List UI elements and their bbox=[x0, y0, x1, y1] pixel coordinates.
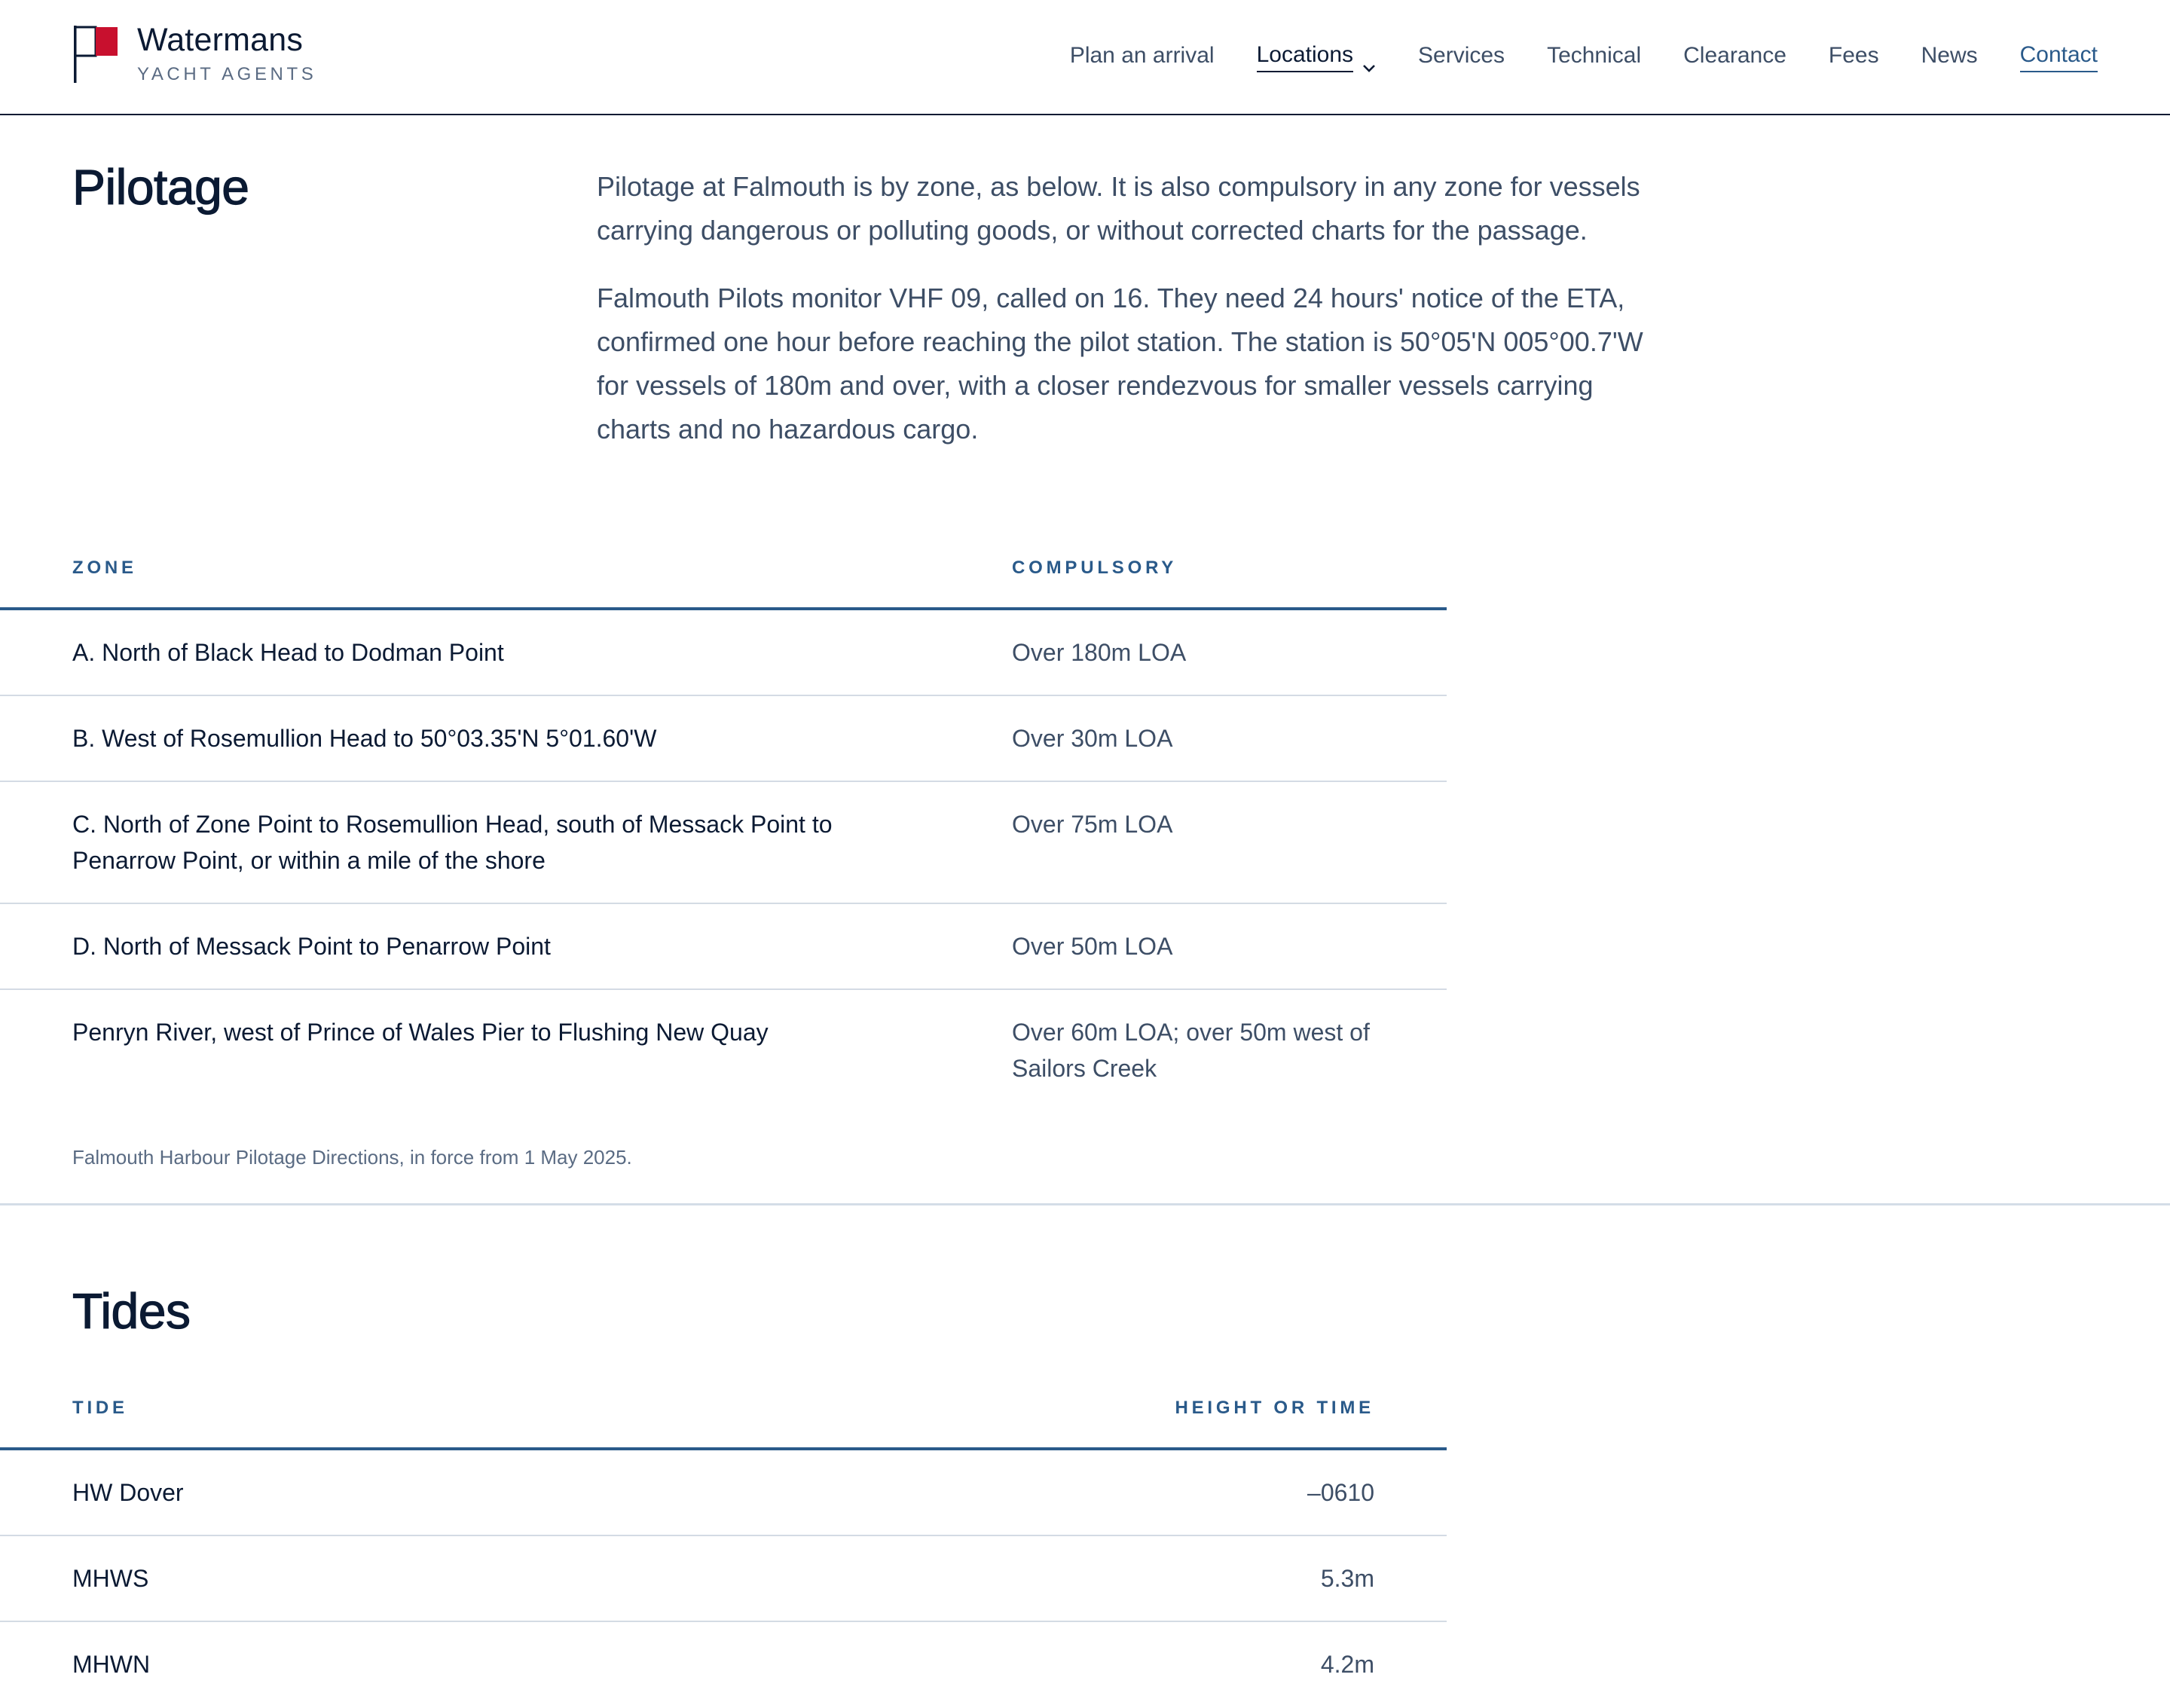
nav-label: Clearance bbox=[1683, 43, 1786, 68]
column-header-compulsory: COMPULSORY bbox=[1012, 558, 1178, 578]
brand-logo-link[interactable] bbox=[72, 23, 316, 90]
compulsory-cell: Over 180m LOA bbox=[1012, 639, 1187, 666]
nav-locations-dropdown[interactable] bbox=[1257, 40, 1376, 72]
nav-label: Technical bbox=[1547, 43, 1642, 68]
zone-cell: B. West of Rosemullion Head to 50°03.35'N 5°01.60'W bbox=[72, 725, 657, 752]
nav-clearance[interactable] bbox=[1683, 41, 1786, 71]
brand-subtitle: YACHT AGENTS bbox=[137, 64, 317, 84]
nav-label: Plan an arrival bbox=[1069, 43, 1215, 68]
table-row bbox=[0, 782, 1447, 904]
zone-cell: C. North of Zone Point to Rosemullion Head, south of Messack Point to Penarrow Point, or within a mile of the shore bbox=[72, 811, 833, 874]
table-row bbox=[0, 990, 1447, 1103]
compulsory-cell: Over 50m LOA bbox=[1012, 933, 1173, 960]
table-row bbox=[0, 1536, 1447, 1622]
section-divider bbox=[0, 1203, 2170, 1205]
compulsory-cell: Over 75m LOA bbox=[1012, 811, 1173, 838]
nav-plan-an-arrival[interactable] bbox=[1070, 41, 1215, 71]
nav-label: Services bbox=[1418, 43, 1505, 68]
zone-cell: D. North of Messack Point to Penarrow Point bbox=[72, 933, 551, 960]
tide-cell: MHWS bbox=[72, 1565, 149, 1592]
table-header-row bbox=[0, 1398, 1447, 1450]
column-header-tide: TIDE bbox=[72, 1398, 128, 1418]
compulsory-cell: Over 60m LOA; over 50m west of Sailors Creek bbox=[1012, 1019, 1370, 1082]
tides-table bbox=[0, 1398, 1447, 1708]
column-header-height-or-time: HEIGHT OR TIME bbox=[1175, 1398, 1374, 1418]
pilotage-intro bbox=[597, 165, 1667, 475]
table-row bbox=[0, 904, 1447, 990]
height-or-time-cell: 5.3m bbox=[1320, 1565, 1374, 1592]
table-row bbox=[0, 696, 1447, 782]
intro-paragraph: Pilotage at Falmouth is by zone, as below. It is also compulsory in any zone for vessels carrying dangerous or polluting goods, or without corrected charts for the passage. bbox=[597, 171, 1640, 246]
zone-cell: Penryn River, west of Prince of Wales Pier to Flushing New Quay bbox=[72, 1019, 769, 1046]
nav-services[interactable] bbox=[1418, 41, 1505, 71]
flag-icon bbox=[72, 23, 121, 84]
main-nav bbox=[1070, 39, 2098, 72]
pilotage-footnote: Falmouth Harbour Pilotage Directions, in force from 1 May 2025. bbox=[72, 1146, 632, 1169]
table-row bbox=[0, 610, 1447, 696]
nav-label: Locations bbox=[1257, 40, 1353, 72]
site-header bbox=[0, 0, 2170, 115]
zone-cell: A. North of Black Head to Dodman Point bbox=[72, 639, 504, 666]
tides-heading: Tides bbox=[72, 1283, 191, 1339]
nav-label: Contact bbox=[2020, 40, 2098, 72]
nav-label: Fees bbox=[1828, 43, 1879, 68]
compulsory-cell: Over 30m LOA bbox=[1012, 725, 1173, 752]
nav-label: News bbox=[1921, 43, 1978, 68]
chevron-down-icon bbox=[1362, 51, 1376, 60]
nav-technical[interactable] bbox=[1547, 41, 1641, 71]
tide-cell: HW Dover bbox=[72, 1479, 184, 1506]
pilotage-heading: Pilotage bbox=[72, 159, 249, 215]
brand-name: Watermans bbox=[137, 22, 304, 58]
table-row bbox=[0, 1622, 1447, 1708]
pilotage-table bbox=[0, 558, 1447, 1103]
height-or-time-cell: –0610 bbox=[1307, 1479, 1374, 1506]
table-header-row bbox=[0, 558, 1447, 610]
nav-contact[interactable] bbox=[2020, 40, 2098, 72]
column-header-zone: ZONE bbox=[72, 558, 137, 578]
intro-paragraph: Falmouth Pilots monitor VHF 09, called on 16. They need 24 hours' notice of the ETA, confirmed one hour before reaching the pilot station. The station is 50°05'N 005°00.7'W for vessels of 180m and over, with a closer rendezvous for smaller vessels carrying charts and no hazardous cargo. bbox=[597, 283, 1643, 445]
nav-fees[interactable] bbox=[1829, 41, 1879, 71]
table-row bbox=[0, 1450, 1447, 1536]
nav-news[interactable] bbox=[1921, 41, 1978, 71]
height-or-time-cell: 4.2m bbox=[1320, 1651, 1374, 1678]
tide-cell: MHWN bbox=[72, 1651, 151, 1678]
